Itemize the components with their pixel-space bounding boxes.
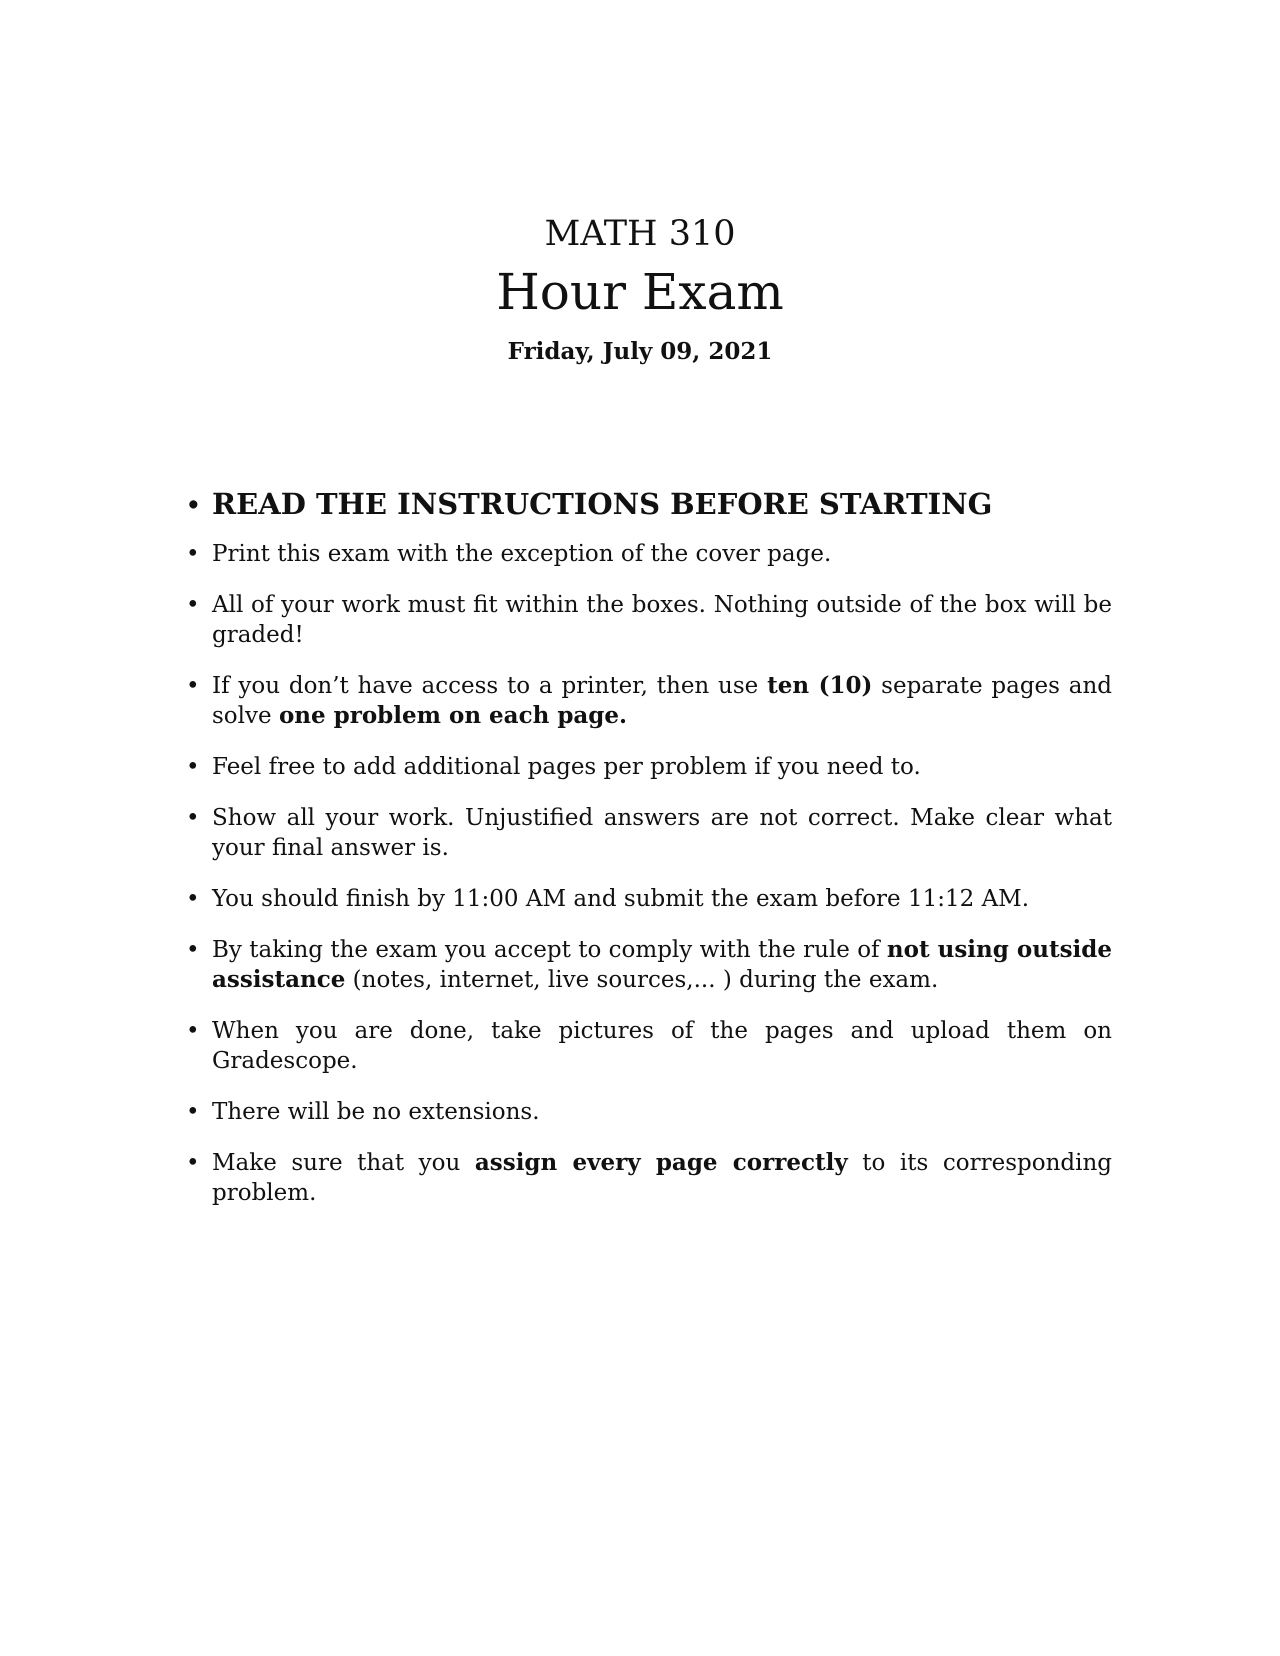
- bullet-icon: •: [186, 541, 200, 567]
- bullet-icon: •: [186, 1099, 200, 1125]
- exam-date: Friday, July 09, 2021: [507, 338, 773, 365]
- instruction-printer-access: [186, 671, 1112, 731]
- instruction-show-work: [186, 803, 1112, 863]
- instruction-text: You should finish by 11:00 AM and submit the exam before 11:12 AM.: [212, 886, 1030, 912]
- instruction-text-part: By taking the exam you accept to comply with the rule of: [212, 937, 887, 963]
- instruction-no-assistance: [186, 935, 1112, 995]
- instruction-text: Print this exam with the exception of the cover page.: [212, 541, 832, 567]
- instruction-assign-pages: [186, 1148, 1112, 1208]
- bullet-icon: •: [186, 805, 200, 831]
- course-code: MATH 310: [544, 214, 736, 254]
- bullet-icon: •: [186, 1150, 200, 1176]
- instructions-heading-item: [186, 486, 1112, 522]
- instruction-timing: [186, 884, 1112, 914]
- instruction-emphasis: one problem on each page.: [278, 702, 628, 729]
- instruction-emphasis: not using outside assistance: [212, 936, 1112, 993]
- instruction-text-part: to its corresponding problem.: [212, 1150, 1112, 1206]
- instructions-heading: READ THE INSTRUCTIONS BEFORE STARTING: [212, 487, 993, 521]
- bullet-icon: •: [186, 1018, 200, 1044]
- instruction-text-part: separate pages and solve: [212, 673, 1113, 729]
- instruction-additional-pages: [186, 752, 1112, 782]
- instructions-list: [186, 486, 1112, 1229]
- bullet-icon: •: [186, 492, 201, 519]
- bullet-icon: •: [186, 592, 200, 618]
- instruction-text: There will be no extensions.: [212, 1099, 540, 1125]
- instruction-emphasis: ten (10): [767, 672, 873, 699]
- bullet-icon: •: [186, 937, 200, 963]
- bullet-icon: •: [186, 886, 200, 912]
- instruction-emphasis: assign every page correctly: [474, 1149, 848, 1176]
- instruction-boxes: [186, 590, 1112, 650]
- instruction-text: Feel free to add additional pages per problem if you need to.: [212, 754, 921, 780]
- bullet-icon: •: [186, 673, 200, 699]
- instruction-print: [186, 539, 1112, 569]
- instruction-text: Show all your work. Unjustified answers are not correct. Make clear what your final answer is.: [212, 805, 1112, 861]
- exam-title: Hour Exam: [496, 263, 784, 321]
- instruction-text-part: Make sure that you: [212, 1150, 475, 1176]
- instruction-text-part: If you don’t have access to a printer, then use: [212, 673, 768, 699]
- instruction-text: All of your work must fit within the boxes. Nothing outside of the box will be graded!: [212, 592, 1112, 648]
- instruction-text-part: (notes, internet, live sources,... ) during the exam.: [345, 967, 939, 993]
- instruction-upload: [186, 1016, 1112, 1076]
- instruction-no-extensions: [186, 1097, 1112, 1127]
- bullet-icon: •: [186, 754, 200, 780]
- instruction-text: When you are done, take pictures of the pages and upload them on Gradescope.: [212, 1018, 1112, 1074]
